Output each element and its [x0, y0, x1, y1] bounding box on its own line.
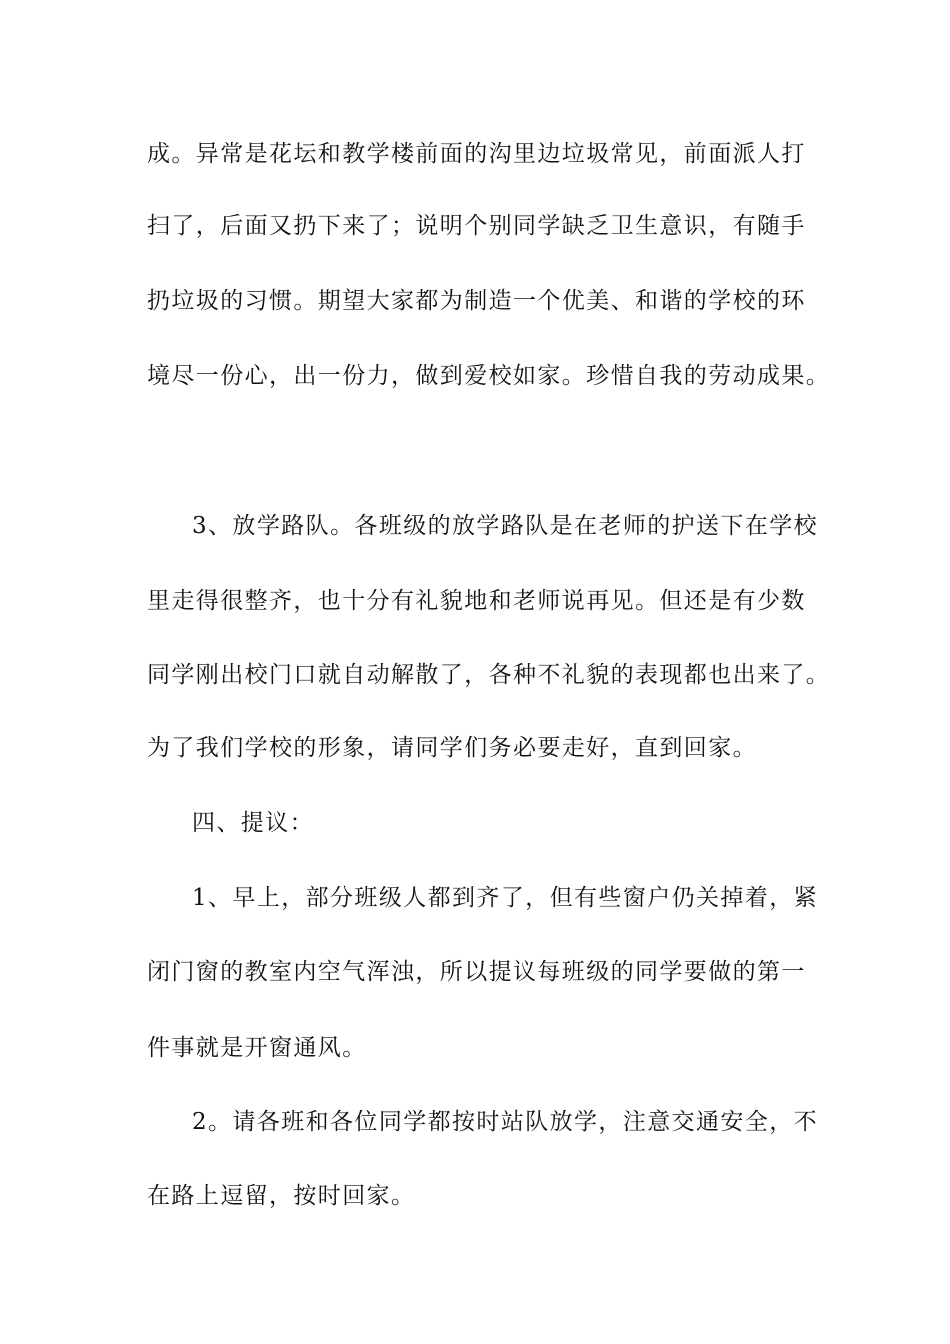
paragraph-line: 成。异常是花坛和教学楼前面的沟里边垃圾常见，前面派人打	[147, 141, 806, 167]
paragraph-line: 3、放学路队。各班级的放学路队是在老师的护送下在学校	[192, 513, 819, 539]
section-heading: 四、提议：	[192, 810, 314, 836]
paragraph-line: 为了我们学校的形象，请同学们务必要走好，直到回家。	[147, 735, 757, 761]
paragraph-line: 扫了，后面又扔下来了；说明个别同学缺乏卫生意识，有随手	[147, 213, 806, 239]
paragraph-line: 里走得很整齐，也十分有礼貌地和老师说再见。但还是有少数	[147, 588, 806, 614]
paragraph-line: 1、早上，部分班级人都到齐了，但有些窗户仍关掉着，紧	[192, 885, 819, 911]
paragraph-line: 境尽一份心，出一份力，做到爱校如家。珍惜自我的劳动成果。	[147, 363, 831, 389]
paragraph-line: 闭门窗的教室内空气浑浊，所以提议每班级的同学要做的第一	[147, 959, 806, 985]
paragraph-line: 同学刚出校门口就自动解散了，各种不礼貌的表现都也出来了。	[147, 662, 831, 688]
paragraph-line: 在路上逗留，按时回家。	[147, 1183, 416, 1209]
paragraph-line: 扔垃圾的习惯。期望大家都为制造一个优美、和谐的学校的环	[147, 288, 806, 314]
paragraph-line: 件事就是开窗通风。	[147, 1035, 367, 1061]
paragraph-line: 2。请各班和各位同学都按时站队放学，注意交通安全，不	[192, 1109, 819, 1135]
